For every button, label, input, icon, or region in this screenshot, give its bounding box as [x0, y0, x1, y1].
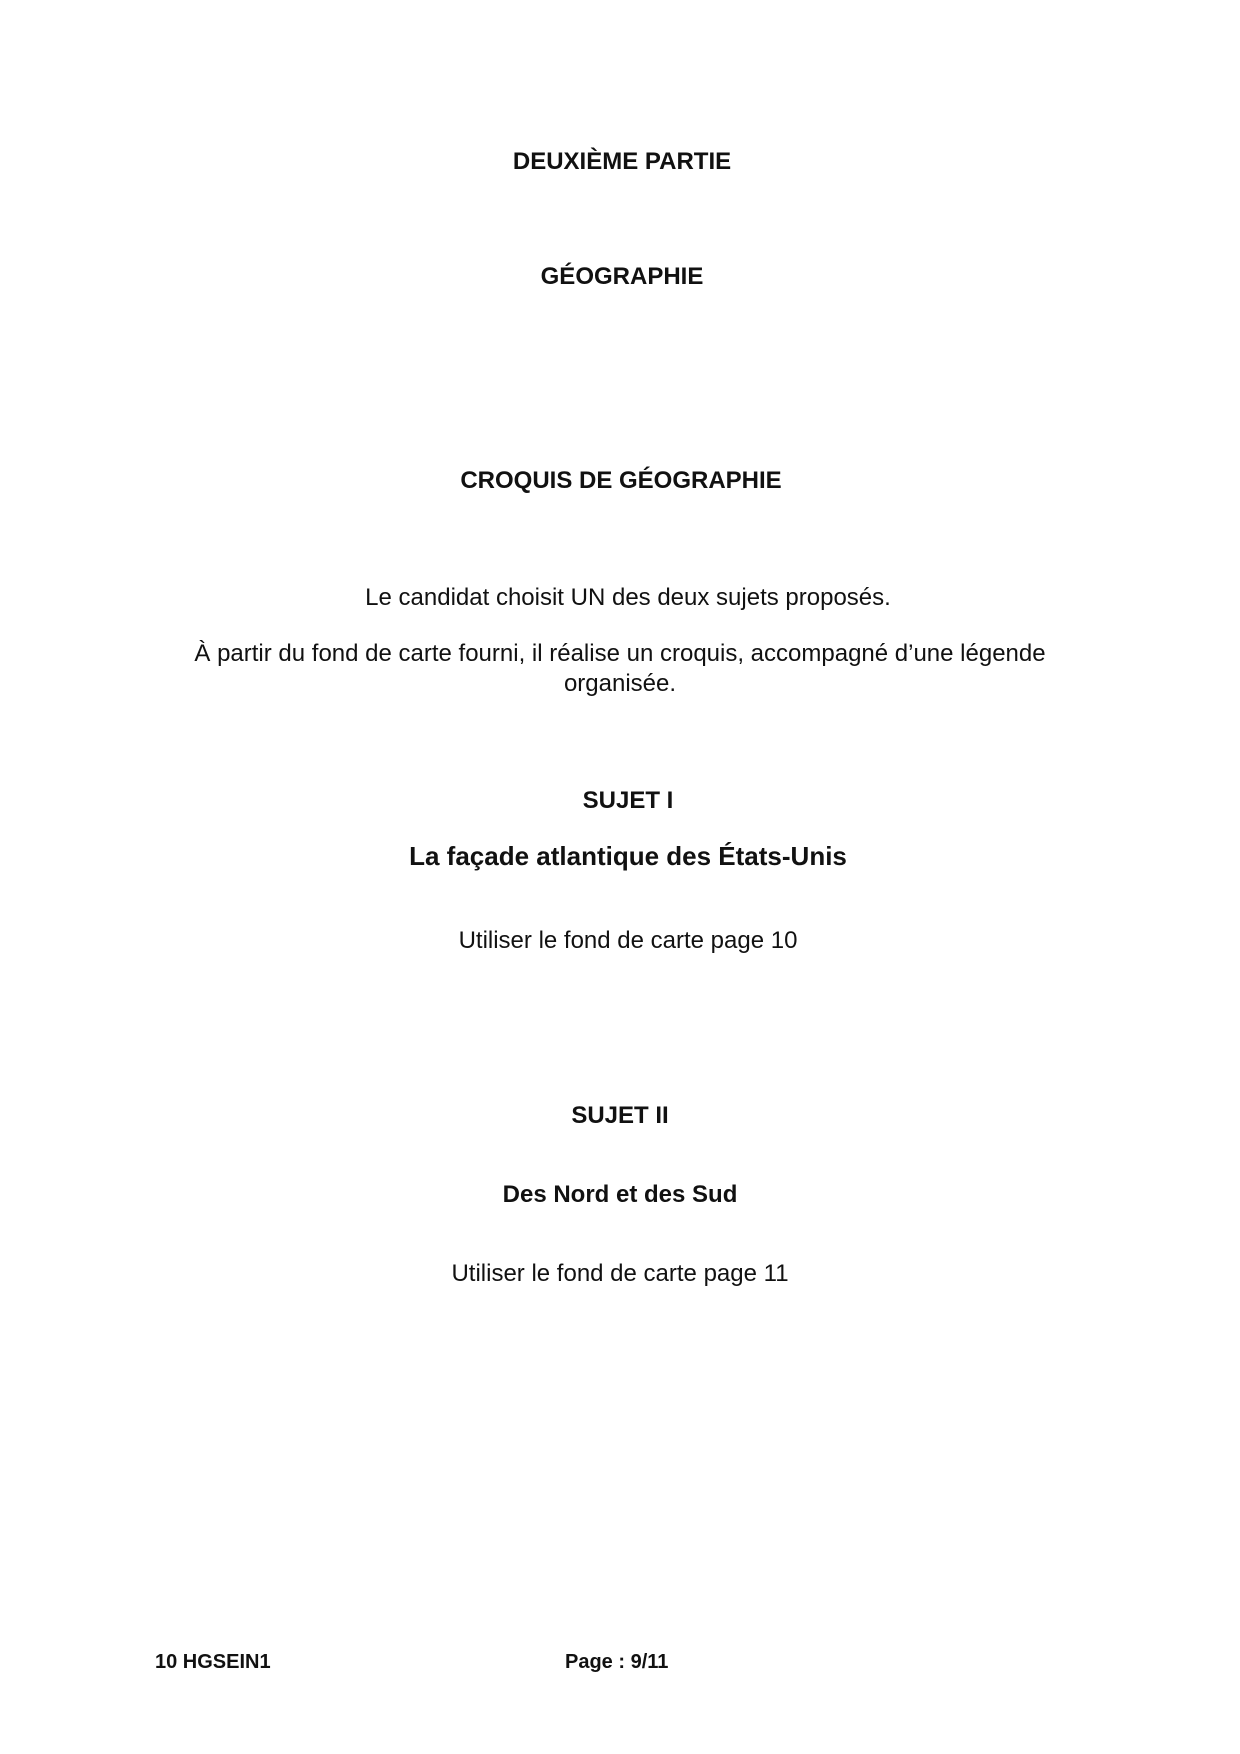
section-title: CROQUIS DE GÉOGRAPHIE [460, 467, 782, 494]
instruction-make-sketch-line-2: organisée. [563, 670, 677, 697]
sujet-2-map-note: Utiliser le fond de carte page 11 [451, 1260, 789, 1287]
footer-page-number: Page : 9/11 [565, 1651, 669, 1673]
instruction-choose-subject: Le candidat choisit UN des deux sujets proposés. [365, 584, 891, 611]
sujet-2-title: Des Nord et des Sud [502, 1181, 738, 1208]
part-title: DEUXIÈME PARTIE [512, 148, 732, 175]
sujet-1-map-note: Utiliser le fond de carte page 10 [458, 927, 798, 954]
sujet-1-label: SUJET I [582, 787, 674, 814]
subject-title: GÉOGRAPHIE [540, 263, 704, 290]
sujet-1-title: La façade atlantique des États-Unis [409, 841, 847, 871]
instruction-make-sketch [0, 639, 1240, 699]
footer-exam-code: 10 HGSEIN1 [155, 1651, 271, 1673]
instruction-make-sketch-line-1: À partir du fond de carte fourni, il réalise un croquis, accompagné d’une légende [194, 640, 1046, 667]
sujet-2-label: SUJET II [571, 1102, 669, 1129]
